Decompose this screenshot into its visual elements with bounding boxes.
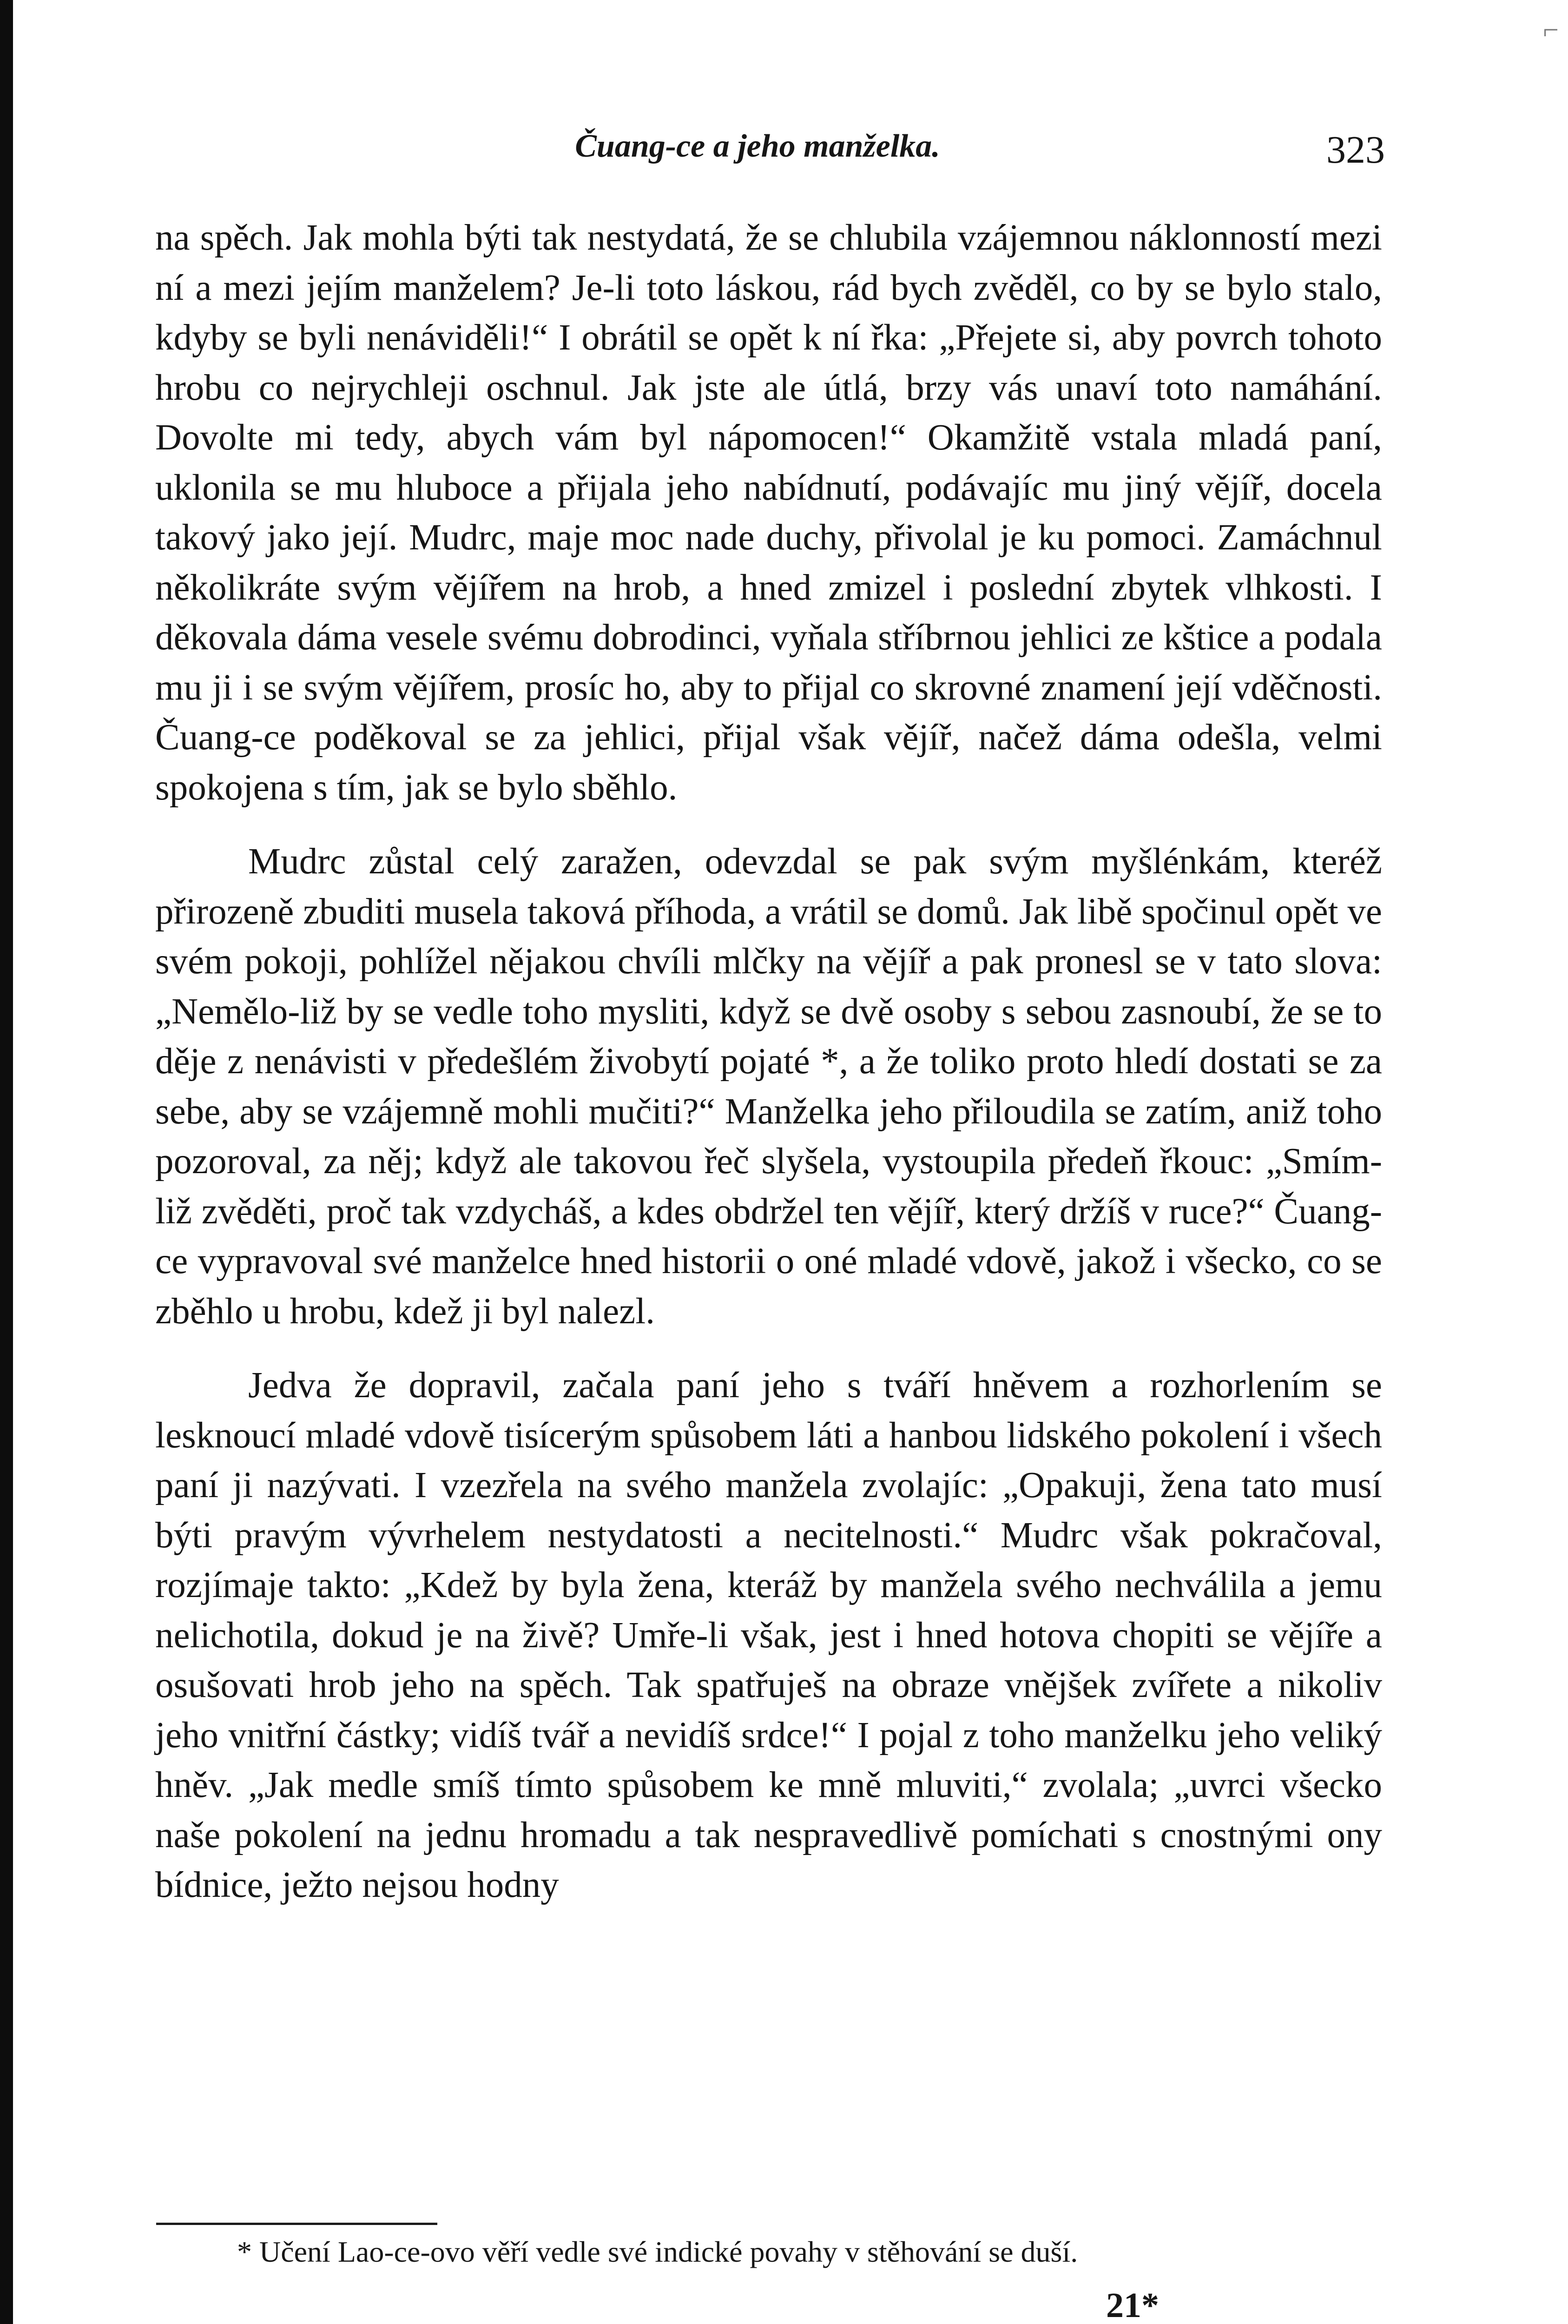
scan-corner-mark: ⌐ — [1543, 14, 1559, 45]
paragraph-3: Jedva že dopravil, začala paní jeho s tváří hněvem a rozhorlením se lesknoucí mladé vdově tisícerým spůsobem láti a hanbou lidského pokolení i všech paní ji nazývati. I vzezřela na svého manžela zvolajíc: „Opakuji, žena tato musí býti pravým vývrhelem nestydatosti a necitelnosti.“ Mudrc však pokračoval, rozjímaje takto: „Kdež by byla žena, kteráž by manžela svého nechválila a jemu nelichotila, dokud je na živě? Umře-li však, jest i hned hotova chopiti se vějíře a osušovati hrob jeho na spěch. Tak spatřuješ na obraze vnějšek zvířete a nikoliv jeho vnitřní částky; vidíš tvář a nevidíš srdce!“ I pojal z toho manželku jeho veliký hněv. „Jak medle smíš tímto spůsobem ke mně mluviti,“ zvolala; „uvrci všecko naše pokolení na jednu hromadu a tak nespravedlivě pomíchati s cnostnými ony bídnice, ježto nejsou hodny — [155, 1365, 1382, 1905]
paragraph-gap — [155, 812, 1382, 837]
paragraph-1: na spěch. Jak mohla býti tak nestydatá, že se chlubila vzájemnou náklonností mezi ní a mezi jejím manželem? Je-li toto láskou, rád bych zvěděl, co by se bylo stalo, kdyby se byli nenáviděli!“ I obrátil se opět k ní řka: „Přejete si, aby povrch tohoto hrobu co nejrychleji oschnul. Jak jste ale útlá, brzy vás unaví toto namáhání. Dovolte mi tedy, abych vám byl nápomocen!“ Okamžitě vstala mladá paní, uklonila se mu hluboce a přijala jeho nabídnutí, podávajíc mu jiný vějíř, docela takový jako její. Mudrc, maje moc nade duchy, přivolal je ku pomoci. Zamáchnul několikráte svým vějířem na hrob, a hned zmizel i poslední zbytek vlhkosti. I děkovala dáma vesele svému dobrodinci, vyňala stříbrnou jehlici ze kštice a podala mu ji i se svým vějířem, prosíc ho, aby to přijal co skrovné znamení její vděčnosti. Čuang-ce poděkoval se za jehlici, přijal však vějíř, načež dáma odešla, velmi spokojena s tím, jak se bylo sběhlo. — [155, 218, 1382, 808]
signature-mark: 21* — [1106, 2286, 1159, 2324]
footnote-divider — [156, 2223, 437, 2225]
page-number: 323 — [1326, 128, 1385, 172]
paragraph-gap — [155, 1336, 1382, 1360]
body-text — [155, 213, 1382, 1910]
paragraph-2: Mudrc zůstal celý zaražen, odevzdal se pak svým myšlénkám, kteréž přirozeně zbuditi musela taková příhoda, a vrátil se domů. Jak libě spočinul opět ve svém pokoji, pohlížel nějakou chvíli mlčky na vějíř a pak pronesl se v tato slova: „Nemělo-liž by se vedle toho mysliti, když se dvě osoby s sebou zasnoubí, že se to děje z nenávisti v předešlém živobytí pojaté *, a že toliko proto hledí dostati se za sebe, aby se vzájemně mohli mučiti?“ Manželka jeho přiloudila se zatím, aniž toho pozoroval, za něj; když ale takovou řeč slyšela, vystoupila předeň řkouc: „Smím-liž zvěděti, proč tak vzdycháš, a kdes obdržel ten vějíř, který držíš v ruce?“ Čuang-ce vypravoval své manželce hned historii o oné mladé vdově, jakož i všecko, co se zběhlo u hrobu, kdež ji byl nalezl. — [155, 841, 1382, 1332]
scan-edge-border — [0, 0, 13, 2324]
running-title: Čuang-ce a jeho manželka. — [575, 128, 940, 164]
footnote: * Učení Lao-ce-ovo věří vedle své indické povahy v stěhování se duší. — [237, 2235, 1078, 2268]
